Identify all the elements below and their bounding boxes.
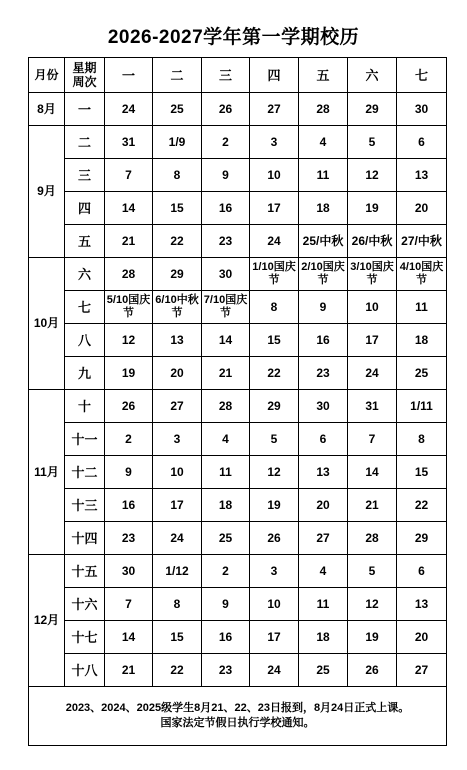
header-month: 月份 bbox=[29, 58, 65, 93]
day-cell: 17 bbox=[348, 324, 397, 357]
day-cell: 3 bbox=[153, 423, 202, 456]
page-title: 2026-2027学年第一学期校历 bbox=[107, 27, 360, 48]
day-cell: 26 bbox=[348, 654, 397, 687]
day-cell: 10 bbox=[250, 159, 299, 192]
week-row bbox=[29, 258, 447, 291]
week-number: 四 bbox=[65, 192, 105, 225]
day-cell: 9 bbox=[299, 291, 348, 324]
day-cell: 20 bbox=[397, 192, 447, 225]
week-row bbox=[29, 225, 447, 258]
day-cell: 18 bbox=[202, 489, 250, 522]
day-cell: 4 bbox=[299, 126, 348, 159]
day-cell: 27 bbox=[397, 654, 447, 687]
week-number: 十三 bbox=[65, 489, 105, 522]
day-cell: 4 bbox=[202, 423, 250, 456]
day-cell: 5 bbox=[348, 126, 397, 159]
day-cell: 24 bbox=[348, 357, 397, 390]
day-cell: 17 bbox=[250, 192, 299, 225]
day-cell: 15 bbox=[250, 324, 299, 357]
day-cell: 29 bbox=[348, 93, 397, 126]
day-cell: 3 bbox=[250, 555, 299, 588]
week-row bbox=[29, 423, 447, 456]
day-cell: 1/9 bbox=[153, 126, 202, 159]
day-cell: 19 bbox=[105, 357, 153, 390]
week-row bbox=[29, 489, 447, 522]
header-day-thu: 四 bbox=[250, 58, 299, 93]
day-cell: 21 bbox=[105, 654, 153, 687]
day-cell: 17 bbox=[153, 489, 202, 522]
week-row bbox=[29, 621, 447, 654]
day-cell: 3 bbox=[250, 126, 299, 159]
month-label: 12月 bbox=[29, 555, 65, 687]
day-cell: 20 bbox=[153, 357, 202, 390]
day-cell: 7/10国庆节 bbox=[202, 291, 250, 324]
day-cell: 1/12 bbox=[153, 555, 202, 588]
day-cell: 22 bbox=[250, 357, 299, 390]
day-cell: 30 bbox=[105, 555, 153, 588]
month-label: 11月 bbox=[29, 390, 65, 555]
day-cell: 29 bbox=[153, 258, 202, 291]
day-cell: 24 bbox=[250, 654, 299, 687]
day-cell: 8 bbox=[397, 423, 447, 456]
day-cell: 21 bbox=[105, 225, 153, 258]
day-cell: 19 bbox=[250, 489, 299, 522]
day-cell: 26 bbox=[105, 390, 153, 423]
header-day-wed: 三 bbox=[202, 58, 250, 93]
day-cell: 12 bbox=[250, 456, 299, 489]
day-cell: 18 bbox=[299, 621, 348, 654]
day-cell: 7 bbox=[348, 423, 397, 456]
day-cell: 22 bbox=[153, 654, 202, 687]
notes-row bbox=[29, 687, 447, 746]
day-cell: 28 bbox=[299, 93, 348, 126]
day-cell: 23 bbox=[202, 225, 250, 258]
day-cell: 26 bbox=[250, 522, 299, 555]
day-cell: 23 bbox=[202, 654, 250, 687]
week-row bbox=[29, 192, 447, 225]
week-row bbox=[29, 159, 447, 192]
day-cell: 15 bbox=[153, 192, 202, 225]
day-cell: 11 bbox=[299, 159, 348, 192]
day-cell: 6 bbox=[397, 555, 447, 588]
day-cell: 18 bbox=[397, 324, 447, 357]
day-cell: 30 bbox=[397, 93, 447, 126]
day-cell: 20 bbox=[299, 489, 348, 522]
month-label: 9月 bbox=[29, 126, 65, 258]
note-line: 国家法定节假日执行学校通知。 bbox=[160, 717, 315, 729]
week-number: 十七 bbox=[65, 621, 105, 654]
day-cell: 5/10国庆节 bbox=[105, 291, 153, 324]
month-label: 8月 bbox=[29, 93, 65, 126]
day-cell: 15 bbox=[397, 456, 447, 489]
day-cell: 23 bbox=[299, 357, 348, 390]
day-cell: 17 bbox=[250, 621, 299, 654]
day-cell: 30 bbox=[202, 258, 250, 291]
day-cell: 26/中秋 bbox=[348, 225, 397, 258]
day-cell: 2 bbox=[202, 555, 250, 588]
day-cell: 9 bbox=[202, 159, 250, 192]
week-row bbox=[29, 555, 447, 588]
week-number: 十四 bbox=[65, 522, 105, 555]
day-cell: 10 bbox=[348, 291, 397, 324]
day-cell: 13 bbox=[153, 324, 202, 357]
week-number: 十六 bbox=[65, 588, 105, 621]
day-cell: 12 bbox=[105, 324, 153, 357]
day-cell: 28 bbox=[348, 522, 397, 555]
day-cell: 31 bbox=[105, 126, 153, 159]
day-cell: 5 bbox=[250, 423, 299, 456]
day-cell: 19 bbox=[348, 621, 397, 654]
week-number: 十二 bbox=[65, 456, 105, 489]
day-cell: 25 bbox=[153, 93, 202, 126]
day-cell: 21 bbox=[348, 489, 397, 522]
day-cell: 16 bbox=[105, 489, 153, 522]
day-cell: 29 bbox=[250, 390, 299, 423]
week-number: 九 bbox=[65, 357, 105, 390]
day-cell: 16 bbox=[202, 192, 250, 225]
day-cell: 25 bbox=[299, 654, 348, 687]
day-cell: 9 bbox=[105, 456, 153, 489]
week-row bbox=[29, 522, 447, 555]
week-number: 十一 bbox=[65, 423, 105, 456]
day-cell: 11 bbox=[397, 291, 447, 324]
day-cell: 13 bbox=[397, 159, 447, 192]
header-day-sun: 七 bbox=[397, 58, 447, 93]
day-cell: 28 bbox=[105, 258, 153, 291]
week-row bbox=[29, 324, 447, 357]
week-number: 八 bbox=[65, 324, 105, 357]
day-cell: 30 bbox=[299, 390, 348, 423]
week-row bbox=[29, 654, 447, 687]
week-row bbox=[29, 291, 447, 324]
day-cell: 10 bbox=[153, 456, 202, 489]
header-week bbox=[65, 58, 105, 93]
day-cell: 25 bbox=[397, 357, 447, 390]
week-number: 十 bbox=[65, 390, 105, 423]
day-cell: 16 bbox=[202, 621, 250, 654]
day-cell: 28 bbox=[202, 390, 250, 423]
day-cell: 10 bbox=[250, 588, 299, 621]
day-cell: 25/中秋 bbox=[299, 225, 348, 258]
day-cell: 12 bbox=[348, 588, 397, 621]
day-cell: 13 bbox=[299, 456, 348, 489]
day-cell: 12 bbox=[348, 159, 397, 192]
week-row bbox=[29, 357, 447, 390]
day-cell: 22 bbox=[397, 489, 447, 522]
week-number: 一 bbox=[65, 93, 105, 126]
day-cell: 24 bbox=[153, 522, 202, 555]
header-day-tue: 二 bbox=[153, 58, 202, 93]
week-row bbox=[29, 588, 447, 621]
day-cell: 2 bbox=[105, 423, 153, 456]
day-cell: 15 bbox=[153, 621, 202, 654]
day-cell: 24 bbox=[250, 225, 299, 258]
day-cell: 18 bbox=[299, 192, 348, 225]
day-cell: 27 bbox=[153, 390, 202, 423]
day-cell: 20 bbox=[397, 621, 447, 654]
day-cell: 6 bbox=[397, 126, 447, 159]
day-cell: 4/10国庆节 bbox=[397, 258, 447, 291]
calendar-table bbox=[28, 57, 447, 746]
day-cell: 21 bbox=[202, 357, 250, 390]
day-cell: 8 bbox=[153, 159, 202, 192]
calendar-body bbox=[29, 58, 447, 746]
day-cell: 14 bbox=[105, 621, 153, 654]
day-cell: 1/10国庆节 bbox=[250, 258, 299, 291]
header-day-fri: 五 bbox=[299, 58, 348, 93]
day-cell: 4 bbox=[299, 555, 348, 588]
day-cell: 11 bbox=[202, 456, 250, 489]
day-cell: 6/10中秋节 bbox=[153, 291, 202, 324]
day-cell: 31 bbox=[348, 390, 397, 423]
day-cell: 9 bbox=[202, 588, 250, 621]
header-day-mon: 一 bbox=[105, 58, 153, 93]
day-cell: 23 bbox=[105, 522, 153, 555]
week-number: 十八 bbox=[65, 654, 105, 687]
day-cell: 27 bbox=[299, 522, 348, 555]
day-cell: 8 bbox=[250, 291, 299, 324]
day-cell: 27/中秋 bbox=[397, 225, 447, 258]
day-cell: 1/11 bbox=[397, 390, 447, 423]
week-number: 二 bbox=[65, 126, 105, 159]
day-cell: 2 bbox=[202, 126, 250, 159]
week-row bbox=[29, 93, 447, 126]
day-cell: 26 bbox=[202, 93, 250, 126]
week-number: 五 bbox=[65, 225, 105, 258]
day-cell: 22 bbox=[153, 225, 202, 258]
week-row bbox=[29, 456, 447, 489]
day-cell: 24 bbox=[105, 93, 153, 126]
day-cell: 16 bbox=[299, 324, 348, 357]
week-number: 七 bbox=[65, 291, 105, 324]
day-cell: 6 bbox=[299, 423, 348, 456]
day-cell: 27 bbox=[250, 93, 299, 126]
day-cell: 7 bbox=[105, 588, 153, 621]
week-row bbox=[29, 126, 447, 159]
week-number: 十五 bbox=[65, 555, 105, 588]
month-label: 10月 bbox=[29, 258, 65, 390]
header-week-line2: 周次 bbox=[72, 75, 97, 89]
day-cell: 11 bbox=[299, 588, 348, 621]
note-line: 2023、2024、2025级学生8月21、22、23日报到，8月24日正式上课。 bbox=[65, 702, 410, 714]
day-cell: 29 bbox=[397, 522, 447, 555]
day-cell: 14 bbox=[202, 324, 250, 357]
day-cell: 13 bbox=[397, 588, 447, 621]
week-number: 六 bbox=[65, 258, 105, 291]
day-cell: 14 bbox=[105, 192, 153, 225]
day-cell: 5 bbox=[348, 555, 397, 588]
week-row bbox=[29, 390, 447, 423]
day-cell: 8 bbox=[153, 588, 202, 621]
week-number: 三 bbox=[65, 159, 105, 192]
header-day-sat: 六 bbox=[348, 58, 397, 93]
header-row bbox=[29, 58, 447, 93]
header-week-line1: 星期 bbox=[72, 61, 97, 75]
day-cell: 3/10国庆节 bbox=[348, 258, 397, 291]
day-cell: 7 bbox=[105, 159, 153, 192]
day-cell: 19 bbox=[348, 192, 397, 225]
day-cell: 25 bbox=[202, 522, 250, 555]
day-cell: 2/10国庆节 bbox=[299, 258, 348, 291]
notes-cell bbox=[29, 687, 447, 746]
day-cell: 14 bbox=[348, 456, 397, 489]
